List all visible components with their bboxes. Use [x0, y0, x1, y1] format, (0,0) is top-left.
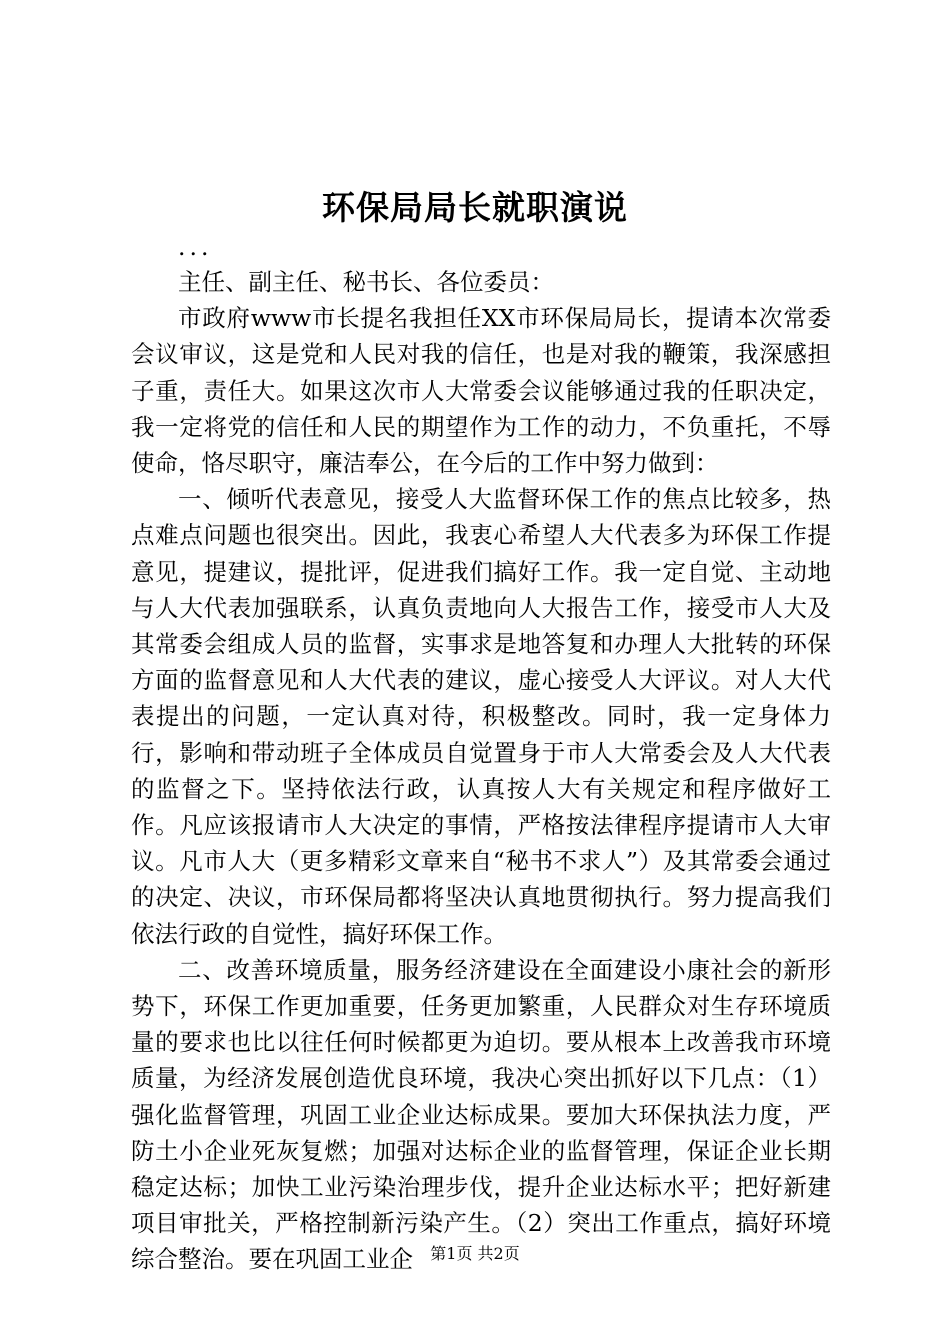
ellipsis-line: ... — [178, 233, 213, 261]
document-title: 环保局局长就职演说 — [322, 188, 628, 227]
paragraph-intro: 市政府www市长提名我担任XX市环保局局长，提请本次常委会议审议，这是党和人民对我的信任，也是对我的鞭策，我深感担子重，责任大。如果这次市人大常委会议能够通过我的任职决定，我一定将党的信任和人民的期望作为工作的动力，不负重托，不辱使命，恪尽职守，廉洁奉公，在今后的工作中努力做到： — [131, 304, 831, 478]
document-body — [131, 233, 831, 1278]
page-number-footer: 第1页 共2页 — [430, 1244, 520, 1263]
salutation: 主任、副主任、秘书长、各位委员： — [178, 268, 554, 296]
paragraph-one: 一、倾听代表意见，接受人大监督环保工作的焦点比较多，热点难点问题也很突出。因此，我衷心希望人大代表多为环保工作提意见，提建议，提批评，促进我们搞好工作。我一定自觉、主动地与人大代表加强联系，认真负责地向人大报告工作，接受市人大及其常委会组成人员的监督，实事求是地答复和办理人大批转的环保方面的监督意见和人大代表的建议，虚心接受人大评议。对人大代表提出的问题，一定认真对待，积极整改。同时，我一定身体力行，影响和带动班子全体成员自觉置身于市人大常委会及人大代表的监督之下。坚持依法行政，认真按人大有关规定和程序做好工作。凡应该报请市人大决定的事情，严格按法律程序提请市人大审议。凡市人大（更多精彩文章来自“秘书不求人”）及其常委会通过的决定、决议，市环保局都将坚决认真地贯彻执行。努力提高我们依法行政的自觉性，搞好环保工作。 — [131, 485, 831, 948]
paragraph-two: 二、改善环境质量，服务经济建设在全面建设小康社会的新形势下，环保工作更加重要，任务更加繁重，人民群众对生存环境质量的要求也比以往任何时候都更为迫切。要从根本上改善我市环境质量，为经济发展创造优良环境，我决心突出抓好以下几点：（1）强化监督管理，巩固工业企业达标成果。要加大环保执法力度，严防土小企业死灰复燃；加强对达标企业的监督管理，保证企业长期稳定达标；加快工业污染治理步伐，提升企业达标水平；把好新建项目审批关，严格控制新污染产生。（2）突出工作重点，搞好环境综合整治。要在巩固工业企 — [131, 955, 831, 1274]
